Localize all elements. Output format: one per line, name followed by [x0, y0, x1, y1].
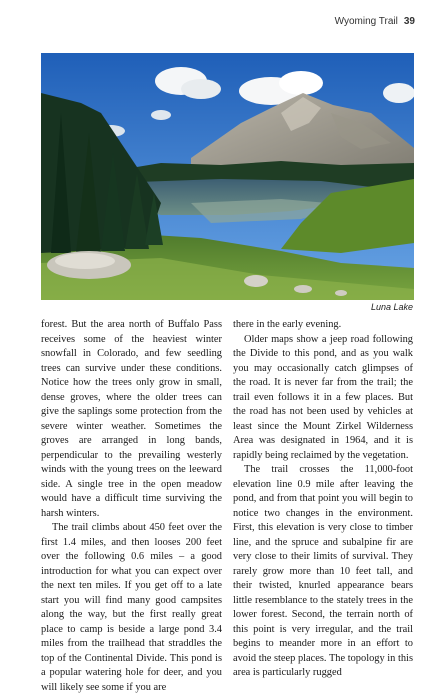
photo-caption: Luna Lake: [370, 302, 413, 312]
running-head: [335, 16, 415, 27]
running-title: Wyoming Trail: [334, 16, 398, 27]
paragraph: Older maps show a jeep road following the Divide to this pond, and as you walk you may occasionally catch glimpses of the road. It is never far from the trail; the trail even follows it in a few places. But the road has not been used by vehicles at least since the Mount Zirkel Wilderness Area was designated in 1964, and it is rapidly being reclaimed by the vegetation.: [233, 333, 413, 461]
page-number: 39: [403, 16, 415, 27]
paragraph: The trail climbs about 450 feet over the first 1.4 miles, and then looses 200 feet over the following 0.6 miles – a good introduction for what you can expect over the next ten miles. If you get off to a late start you will find many good campsites along the way, but the first really great place to camp is beside a large pond 3.4 miles from the trailhead that straddles the top of the Continental Divide. This pond is a popular watering hole for deer, and you will likely see some if you are: [41, 522, 222, 693]
luna-lake-photo: [41, 53, 414, 300]
text-column-left: [41, 318, 222, 695]
text-column-right: [233, 318, 413, 681]
paragraph: The trail crosses the 11,000-foot elevation line 0.9 mile after leaving the pond, and from that point you will begin to notice two changes in the environment. First, this elevation is very close to timber line, and the spruce and subalpine fir are very close to their limits of survival. They rarely grow more than 10 feet tall, and their twisted, knurled appearance bears little resemblance to the stately trees in the lower forest. Second, the terrain north of this point is very irregular, and the trail begins to meander more in an effort to avoid the steep places. The topology in this area is particularly rugged: [233, 464, 413, 678]
paragraph: there in the early evening.: [233, 319, 342, 330]
paragraph: forest. But the area north of Buffalo Pass receives some of the heaviest winter snowfall in Colorado, and few seedling trees can survive under these conditions. Notice how the trees only grow in small, dense groves, where the older trees can give the saplings some protection from the severe winter weather. Sometimes the groves are arranged in long bands, perpendicular to the prevailing westerly winds with the young trees on the leeward side. A single tree in the open meadow would have a difficult time surviving the harsh winters.: [41, 319, 222, 519]
